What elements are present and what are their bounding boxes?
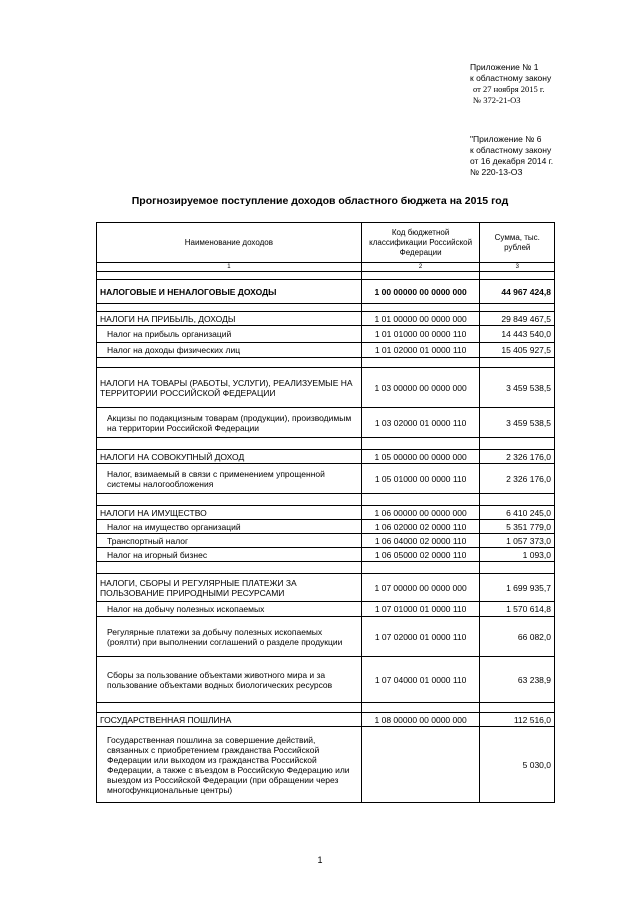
- row-name: НАЛОГОВЫЕ И НЕНАЛОГОВЫЕ ДОХОДЫ: [97, 280, 362, 304]
- appendix-1-law: к областному закону: [470, 73, 552, 83]
- spacer-row: [97, 358, 555, 368]
- header-name: Наименование доходов: [97, 223, 362, 263]
- table-row: [97, 326, 555, 343]
- row-sum: 5 351 779,0: [480, 520, 555, 534]
- row-name: НАЛОГИ НА СОВОКУПНЫЙ ДОХОД: [97, 450, 362, 464]
- row-code: 1 06 02000 02 0000 110: [361, 520, 480, 534]
- row-name: НАЛОГИ НА ТОВАРЫ (РАБОТЫ, УСЛУГИ), РЕАЛИЗУЕМЫЕ НА ТЕРРИТОРИИ РОССИЙСКОЙ ФЕДЕРАЦИИ: [97, 368, 362, 408]
- revenue-table: [96, 222, 555, 803]
- table-row: [97, 713, 555, 727]
- row-code: 1 01 02000 01 0000 110: [361, 343, 480, 358]
- row-code: 1 07 04000 01 0000 110: [361, 657, 480, 703]
- table-row: [97, 534, 555, 548]
- column-number: 2: [361, 263, 480, 272]
- row-code: 1 07 01000 01 0000 110: [361, 602, 480, 617]
- row-sum: 1 093,0: [480, 548, 555, 562]
- page-number: 1: [317, 855, 323, 865]
- row-sum: 15 405 927,5: [480, 343, 555, 358]
- table-row: [97, 464, 555, 494]
- appendix-1-title: Приложение № 1: [470, 62, 539, 72]
- spacer-row: [97, 562, 555, 574]
- table-row: [97, 280, 555, 304]
- appendix-6-number: № 220-13-ОЗ: [470, 167, 523, 177]
- spacer-row: [97, 272, 555, 280]
- table-row: [97, 368, 555, 408]
- table-row: [97, 312, 555, 326]
- row-code: 1 03 00000 00 0000 000: [361, 368, 480, 408]
- row-code: 1 05 00000 00 0000 000: [361, 450, 480, 464]
- row-name: Налог на прибыль организаций: [97, 326, 362, 343]
- column-number: 1: [97, 263, 362, 272]
- document-title: Прогнозируемое поступление доходов областного бюджета на 2015 год: [131, 195, 509, 207]
- row-name: Налог, взимаемый в связи с применением упрощенной системы налогообложения: [97, 464, 362, 494]
- row-code: 1 07 00000 00 0000 000: [361, 574, 480, 602]
- table-row: [97, 343, 555, 358]
- row-code: [361, 727, 480, 803]
- row-code: 1 06 00000 00 0000 000: [361, 506, 480, 520]
- row-sum: 1 057 373,0: [480, 534, 555, 548]
- row-name: Регулярные платежи за добычу полезных ископаемых (роялти) при выполнении соглашений о разделе продукции: [97, 617, 362, 657]
- spacer-row: [97, 438, 555, 450]
- row-sum: 2 326 176,0: [480, 450, 555, 464]
- row-sum: 66 082,0: [480, 617, 555, 657]
- row-name: Акцизы по подакцизным товарам (продукции), производимым на территории Российской Федерации: [97, 408, 362, 438]
- row-sum: 14 443 540,0: [480, 326, 555, 343]
- row-sum: 2 326 176,0: [480, 464, 555, 494]
- table-row: [97, 548, 555, 562]
- spacer-row: [97, 494, 555, 506]
- row-name: НАЛОГИ, СБОРЫ И РЕГУЛЯРНЫЕ ПЛАТЕЖИ ЗА ПОЛЬЗОВАНИЕ ПРИРОДНЫМИ РЕСУРСАМИ: [97, 574, 362, 602]
- spacer-row: [97, 304, 555, 312]
- appendix-6-law: к областному закону: [470, 145, 552, 155]
- row-sum: 1 699 935,7: [480, 574, 555, 602]
- appendix-1-number: № 372-21-ОЗ: [473, 95, 521, 105]
- spacer-row: [97, 703, 555, 713]
- row-sum: 1 570 614,8: [480, 602, 555, 617]
- row-code: 1 07 02000 01 0000 110: [361, 617, 480, 657]
- row-sum: 5 030,0: [480, 727, 555, 803]
- appendix-1-block: [470, 62, 551, 106]
- row-sum: 44 967 424,8: [480, 280, 555, 304]
- header-code: Код бюджетной классификации Российской Федерации: [361, 223, 480, 263]
- row-code: 1 08 00000 00 0000 000: [361, 713, 480, 727]
- appendix-6-title: "Приложение № 6: [470, 134, 542, 144]
- row-name: Государственная пошлина за совершение действий, связанных с приобретением гражданства Российской Федерации или выходом из гражданства Российской Федерации, а также с въездом в Российскую Федерацию или выездом из Российской Федерации (при обращении через многофункциональные центры): [97, 727, 362, 803]
- row-code: 1 01 00000 00 0000 000: [361, 312, 480, 326]
- row-sum: 63 238,9: [480, 657, 555, 703]
- table-row: [97, 657, 555, 703]
- row-name: Налог на доходы физических лиц: [97, 343, 362, 358]
- appendix-6-block: [470, 134, 553, 178]
- row-name: Налог на имущество организаций: [97, 520, 362, 534]
- table-row: [97, 450, 555, 464]
- appendix-1-date: от 27 ноября 2015 г.: [473, 84, 545, 94]
- row-sum: 112 516,0: [480, 713, 555, 727]
- table-row: [97, 408, 555, 438]
- table-row: [97, 574, 555, 602]
- table-row: [97, 617, 555, 657]
- row-name: Налог на добычу полезных ископаемых: [97, 602, 362, 617]
- row-code: 1 06 05000 02 0000 110: [361, 548, 480, 562]
- appendix-6-date: от 16 декабря 2014 г.: [470, 156, 554, 166]
- table-row: [97, 506, 555, 520]
- row-code: 1 05 01000 00 0000 110: [361, 464, 480, 494]
- row-name: НАЛОГИ НА ИМУЩЕСТВО: [97, 506, 362, 520]
- table-row: [97, 520, 555, 534]
- table-header-row: [97, 223, 555, 263]
- row-code: 1 03 02000 01 0000 110: [361, 408, 480, 438]
- row-name: НАЛОГИ НА ПРИБЫЛЬ, ДОХОДЫ: [97, 312, 362, 326]
- table-row: [97, 602, 555, 617]
- row-code: 1 00 00000 00 0000 000: [361, 280, 480, 304]
- row-code: 1 01 01000 00 0000 110: [361, 326, 480, 343]
- row-sum: 6 410 245,0: [480, 506, 555, 520]
- header-sum: Сумма, тыс. рублей: [480, 223, 555, 263]
- row-name: Сборы за пользование объектами животного мира и за пользование объектами водных биологических ресурсов: [97, 657, 362, 703]
- table-row: [97, 727, 555, 803]
- row-name: Налог на игорный бизнес: [97, 548, 362, 562]
- row-name: Транспортный налог: [97, 534, 362, 548]
- column-number: 3: [480, 263, 555, 272]
- column-number-row: [97, 263, 555, 272]
- row-name: ГОСУДАРСТВЕННАЯ ПОШЛИНА: [97, 713, 362, 727]
- row-sum: 3 459 538,5: [480, 368, 555, 408]
- row-sum: 3 459 538,5: [480, 408, 555, 438]
- row-sum: 29 849 467,5: [480, 312, 555, 326]
- row-code: 1 06 04000 02 0000 110: [361, 534, 480, 548]
